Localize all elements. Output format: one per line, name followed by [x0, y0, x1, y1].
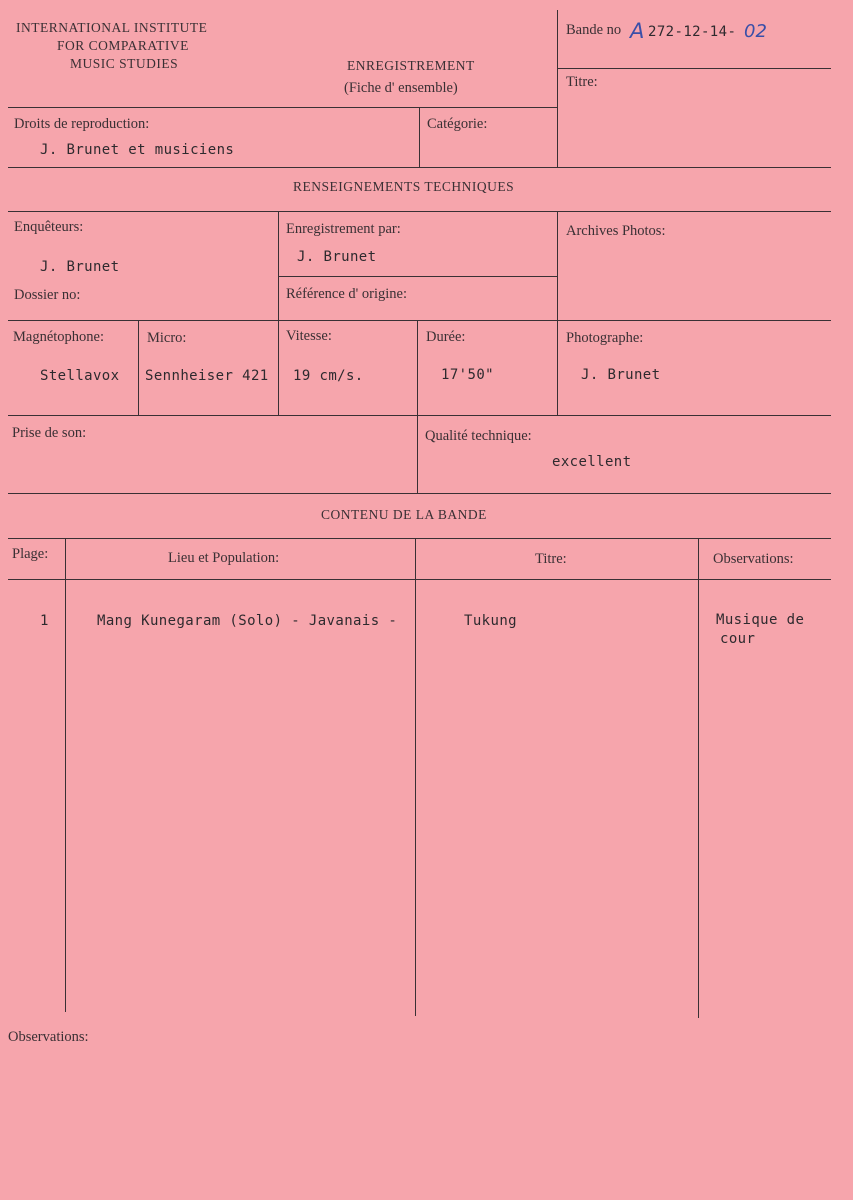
recorder-value: Stellavox: [40, 368, 120, 384]
sound-recording-label: Prise de son:: [12, 425, 87, 441]
column-header-place: Lieu et Population:: [168, 550, 280, 566]
photographer-value: J. Brunet: [581, 367, 661, 383]
tape-suffix-handwritten: 02: [744, 21, 767, 42]
institute-name-line3: MUSIC STUDIES: [70, 56, 179, 71]
rule-contents-col-track: [65, 538, 66, 1012]
technical-section-title: RENSEIGNEMENTS TECHNIQUES: [293, 179, 515, 194]
column-header-track: Plage:: [12, 546, 49, 562]
tape-number-label: Bande no: [566, 22, 622, 38]
form-title: ENREGISTREMENT: [347, 58, 475, 73]
tape-prefix-handwritten: A: [630, 19, 645, 43]
rule-origin-ref: [278, 276, 557, 277]
recorded-by-value: J. Brunet: [297, 249, 377, 265]
duration-value: 17'50": [441, 367, 494, 383]
rule-top-right: [557, 68, 831, 69]
technical-quality-label: Qualité technique:: [425, 428, 532, 444]
file-number-label: Dossier no:: [14, 287, 81, 303]
rule-tech-col1: [278, 211, 279, 415]
duration-label: Durée:: [426, 329, 466, 345]
rule-contents-header-bottom: [8, 579, 831, 580]
tape-number-value: 272-12-14-: [648, 24, 737, 40]
rule-quality-divider: [417, 415, 418, 493]
rule-micro-divider: [138, 320, 139, 415]
photo-archives-label: Archives Photos:: [566, 223, 666, 239]
reproduction-rights-label: Droits de reproduction:: [14, 116, 150, 132]
micro-label: Micro:: [147, 330, 187, 346]
recorder-label: Magnétophone:: [13, 329, 105, 345]
rule-contents-col-place: [415, 538, 416, 1016]
recorded-by-label: Enregistrement par:: [286, 221, 401, 237]
form-subtitle: (Fiche d' ensemble): [344, 80, 458, 96]
observations-label: Observations:: [8, 1029, 89, 1045]
rule-under-tech-title: [8, 211, 831, 212]
rule-under-rights: [8, 167, 831, 168]
technical-quality-value: excellent: [552, 454, 632, 470]
row-1-place: Mang Kunegaram (Solo) - Javanais -: [97, 613, 398, 629]
rule-header-divider: [557, 10, 558, 167]
photographer-label: Photographe:: [566, 330, 644, 346]
row-1-notes-line1: Musique de: [716, 612, 805, 628]
column-header-title: Titre:: [535, 551, 567, 567]
row-1-title: Tukung: [464, 613, 517, 629]
row-1-track: 1: [40, 613, 49, 629]
rule-contents-title-top: [8, 493, 831, 494]
speed-value: 19 cm/s.: [293, 368, 364, 384]
rule-contents-col-title: [698, 538, 699, 1018]
institute-name-line1: INTERNATIONAL INSTITUTE: [16, 20, 208, 35]
rule-equipment-bottom: [8, 415, 831, 416]
contents-section-title: CONTENU DE LA BANDE: [321, 507, 487, 522]
reproduction-rights-value: J. Brunet et musiciens: [40, 142, 235, 158]
rule-contents-header-top: [8, 538, 831, 539]
speed-label: Vitesse:: [286, 328, 332, 344]
category-label: Catégorie:: [427, 116, 488, 132]
investigators-label: Enquêteurs:: [14, 219, 84, 235]
rule-category-divider: [419, 107, 420, 167]
column-header-notes: Observations:: [713, 551, 794, 567]
title-label: Titre:: [566, 74, 598, 90]
micro-value: Sennheiser 421: [145, 368, 269, 384]
rule-equipment-top: [8, 320, 831, 321]
institute-name-line2: FOR COMPARATIVE: [57, 38, 189, 53]
investigators-value: J. Brunet: [40, 259, 120, 275]
rule-duration-divider: [417, 320, 418, 415]
rule-tech-col2: [557, 211, 558, 415]
row-1-notes-line2: cour: [720, 631, 756, 647]
rule-under-header: [8, 107, 557, 108]
origin-reference-label: Référence d' origine:: [286, 286, 407, 302]
